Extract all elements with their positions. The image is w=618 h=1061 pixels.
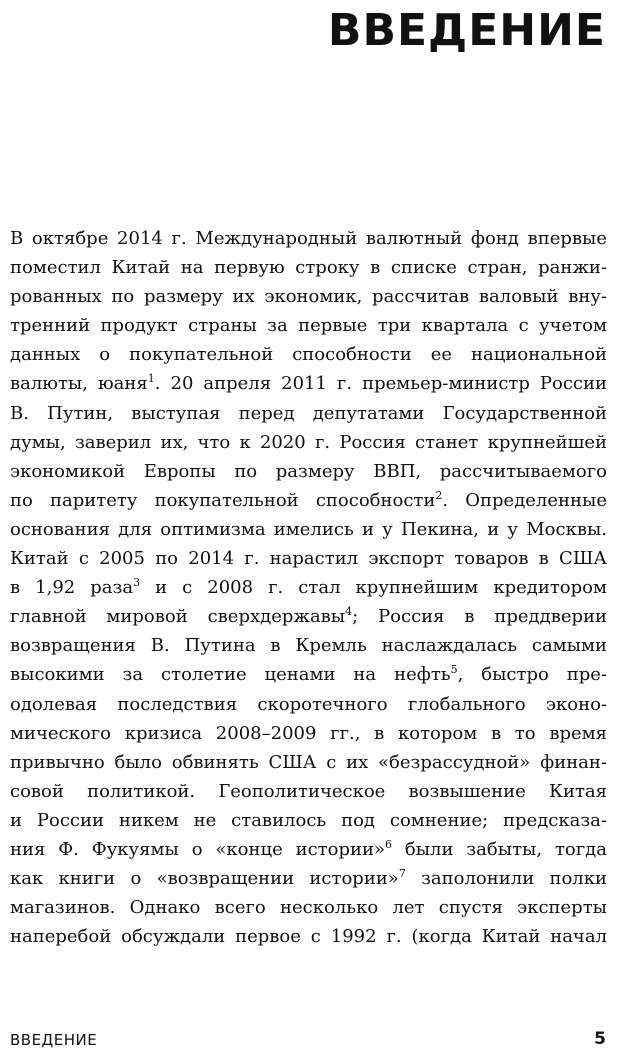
text-segment: , быстро пре- — [457, 664, 607, 686]
page-title: ВВЕДЕНИЕ — [327, 5, 606, 56]
text-line — [10, 311, 607, 340]
footnote-ref[interactable]: 6 — [385, 837, 393, 851]
text-line — [10, 690, 607, 719]
text-segment: В октябре 2014 г. Международный валютный фонд впервые — [10, 228, 607, 249]
text-segment: главной мировой сверхдержавы — [10, 606, 346, 628]
text-segment: как книги о «возвращении истории» — [10, 868, 399, 890]
text-segment: и России никем не ставилось под сомнение; предсказа- — [10, 809, 607, 831]
text-line — [10, 544, 607, 573]
text-line — [10, 660, 607, 689]
text-segment: совой политикой. Геополитическое возвышение Китая — [10, 780, 607, 802]
text-segment: магазинов. Однако всего несколько лет спустя эксперты — [10, 897, 607, 919]
text-segment: привычно было обвинять США с их «безрассудной» финан- — [10, 751, 607, 773]
text-line — [10, 806, 607, 835]
footnote-ref[interactable]: 5 — [450, 663, 458, 677]
text-segment: . 20 апреля 2011 г. премьер-министр России — [154, 373, 608, 395]
text-segment: ния Ф. Фукуямы о «конце истории» — [10, 838, 386, 860]
running-footer: ВВЕДЕНИЕ — [10, 1031, 98, 1049]
text-line — [10, 457, 607, 486]
footnote-ref[interactable]: 1 — [147, 372, 155, 386]
footnote-ref[interactable]: 4 — [345, 605, 353, 619]
text-line — [10, 777, 607, 806]
text-segment: поместил Китай на первую строку в списке стран, ранжи- — [10, 257, 607, 279]
text-segment: основания для оптимизма имелись и у Пекина, и у Москвы. — [10, 518, 607, 540]
text-segment: одолевая последствия скоротечного глобального эконо- — [10, 693, 607, 715]
text-line — [10, 224, 607, 253]
page-number: 5 — [594, 1029, 606, 1049]
text-segment: Китай с 2005 по 2014 г. нарастил экспорт товаров в США — [10, 548, 607, 570]
text-line — [10, 573, 607, 602]
text-segment: валюты, юаня — [10, 373, 148, 395]
text-line — [10, 602, 607, 631]
text-line — [10, 340, 607, 369]
text-line — [10, 428, 607, 457]
text-line — [10, 399, 607, 428]
text-segment: мического кризиса 2008–2009 гг., в котором в то время — [10, 722, 607, 744]
footnote-ref[interactable]: 2 — [435, 488, 443, 502]
text-segment: В. Путин, выступая перед депутатами Государственной — [10, 402, 607, 424]
text-segment: думы, заверил их, что к 2020 г. Россия станет крупнейшей — [10, 431, 607, 453]
text-segment: . Определенные — [442, 489, 607, 511]
text-line — [10, 893, 607, 922]
text-segment: и с 2008 г. стал крупнейшим кредитором — [140, 577, 607, 599]
text-line — [10, 515, 607, 544]
text-segment: заполонили полки — [405, 868, 607, 890]
text-segment: наперебой обсуждали первое с 1992 г. (когда Китай начал — [10, 926, 607, 948]
text-segment: были забыты, тогда — [392, 838, 607, 860]
text-segment: рованных по размеру их экономик, рассчитав валовый вну- — [10, 286, 607, 308]
text-segment: высокими за столетие ценами на нефть — [10, 664, 451, 686]
footnote-ref[interactable]: 7 — [398, 867, 406, 881]
text-line — [10, 486, 607, 515]
text-line — [10, 253, 607, 282]
text-segment: данных о покупательной способности ее национальной — [10, 344, 607, 366]
text-line — [10, 922, 607, 951]
text-line — [10, 369, 607, 398]
footnote-ref[interactable]: 3 — [133, 576, 141, 590]
text-line — [10, 864, 607, 893]
text-segment: возвращения В. Путина в Кремль наслаждалась самыми — [10, 635, 607, 657]
text-segment: тренний продукт страны за первые три квартала с учетом — [10, 315, 607, 337]
body-text — [10, 224, 607, 951]
text-line — [10, 719, 607, 748]
text-line — [10, 835, 607, 864]
text-line — [10, 282, 607, 311]
text-segment: по паритету покупательной способности — [10, 489, 436, 511]
text-line — [10, 748, 607, 777]
text-segment: ; Россия в преддверии — [352, 606, 607, 628]
text-segment: в 1,92 раза — [10, 577, 134, 599]
text-line — [10, 631, 607, 660]
text-segment: экономикой Европы по размеру ВВП, рассчитываемого — [10, 460, 607, 482]
